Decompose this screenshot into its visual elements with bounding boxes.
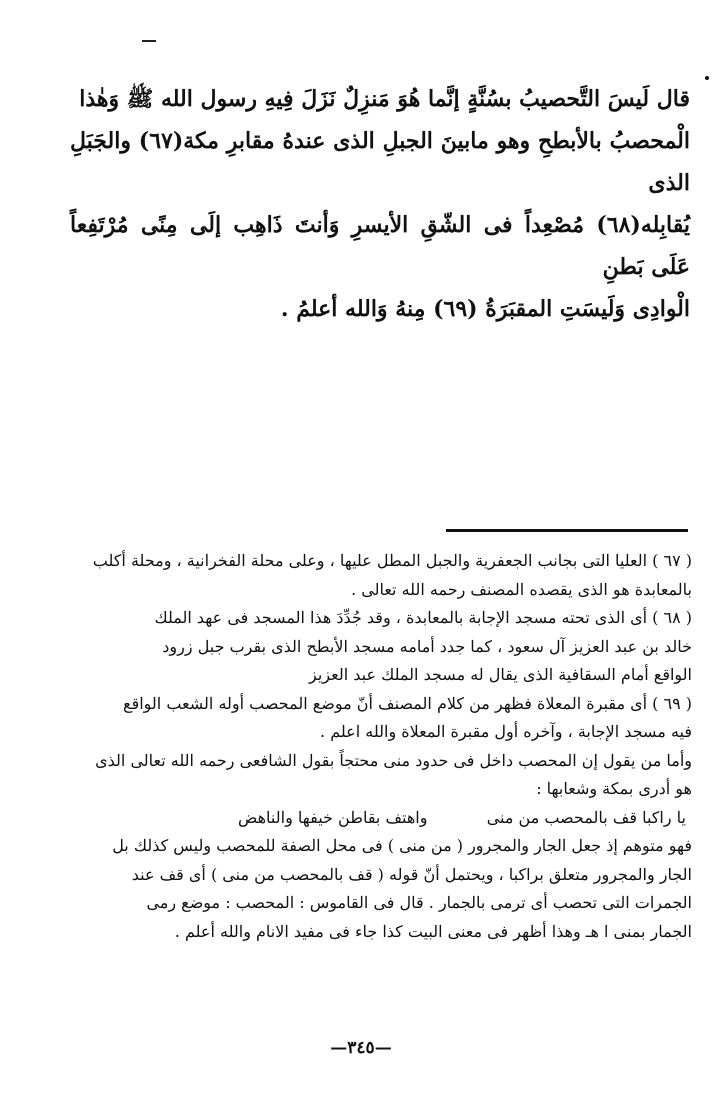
footnote-separator-rule xyxy=(446,529,688,532)
page-number: —٣٤٥— xyxy=(330,1038,392,1058)
footnote-line: ( ٦٧ ) العليا التى بجانب الجعفرية والجبل المطل عليها ، وعلى محلة الفخرانية ، ومحلة أكلب xyxy=(92,551,692,570)
footnote-line: الجار والمجرور متعلق براكبا ، ويحتمل أنّ قوله ( قف بالمحصب من منى ) أى قف عند xyxy=(131,864,692,884)
footnote-line: فهو متوهم إذ جعل الجار والمجرور ( من منى ) فى محل الصفة للمحصب وليس كذلك بل xyxy=(112,836,692,855)
verse-first-hemistich: يا راكبا قف بالمحصب من منى xyxy=(486,807,686,827)
footnote-line: الجمار بمنى ا هـ وهذا أظهر فى معنى البيت كذا جاء فى مفيد الانام والله أعلم . xyxy=(174,921,692,941)
poetry-verse xyxy=(58,804,692,833)
footnote-line: ( ٦٩ ) أى مقبرة المعلاة فظهر من كلام المصنف أنّ موضع المحصب أوله الشعب الواقع xyxy=(123,693,692,713)
footnote-line: الواقع أمام السقافية الذى يقال له مسجد الملك عبد العزيز xyxy=(309,665,692,684)
main-text-block xyxy=(70,78,690,330)
main-text-line: الْوادِى وَلَيسَتِ المقبَرَةُ (٦٩) مِنهُ وَالله أعلمُ . xyxy=(280,296,690,322)
footnote-line: خالد بن عبد العزيز آل سعود ، كما جدد أمامه مسجد الأبطح الذى بقرب جبل زرود xyxy=(162,636,692,656)
main-text-line: الْمحصبُ بالأبطحِ وهو مابينَ الجبلِ الذى عندهُ مقابرِ مكة(٦٧) والجَبَلِ الذى xyxy=(70,128,690,196)
footnote-line: بالمعابدة هو الذى يقصده المصنف رحمه الله تعالى . xyxy=(351,579,692,599)
top-dash-mark xyxy=(142,40,156,42)
footnote-line: هو أدرى بمكة وشعابها : xyxy=(536,779,692,798)
footnote-line: فيه مسجد الإجابة ، وآخره أول مقبرة المعلاة والله اعلم . xyxy=(320,722,692,741)
footnote-line: الجمرات التى تحصب أى ترمى بالجمار . قال فى القاموس : المحصب : موضع رمى xyxy=(146,893,692,912)
footnotes-block xyxy=(58,547,692,946)
main-text-line: قال لَيسَ التَّحصيبُ بسُنَّةٍ إنَّما هُوَ مَنزِلٌ نَزَلَ فِيهِ رسول الله ﷺ وَهٰذا xyxy=(79,86,690,112)
footnote-line: وأما من يقول إن المحصب داخل فى حدود منى محتجاً بقول الشافعى رحمه الله تعالى الذى xyxy=(95,750,692,770)
footnote-line: ( ٦٨ ) أى الذى تحته مسجد الإجابة بالمعابدة ، وقد جُدِّدَ هذا المسجد فى عهد الملك xyxy=(154,608,692,627)
margin-dot-mark xyxy=(705,76,709,80)
verse-second-hemistich: واهتف بقاطن خيفها والناهض xyxy=(238,807,428,827)
main-text-line: يُقابِله(٦٨) مُصْعِداً فى الشّقِ الأيسرِ وَأنتَ ذَاهِب إلَى مِنًى مُرْتَفِعاً عَلَى بَطنِ xyxy=(70,212,690,280)
